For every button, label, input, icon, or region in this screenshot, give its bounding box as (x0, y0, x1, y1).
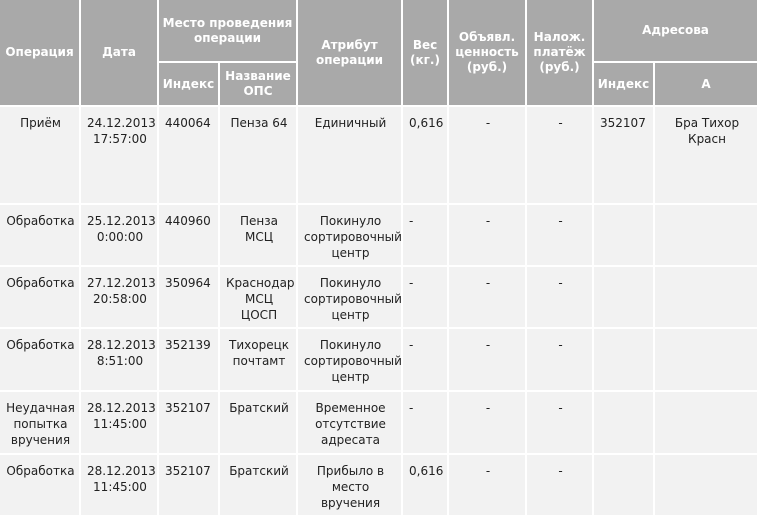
cell-ops-name: Пенза МСЦ (219, 204, 297, 266)
table-row (0, 204, 758, 266)
cell-declared-value: - (448, 391, 526, 454)
cell-date: 28.12.2013 11:45:00 (80, 454, 158, 516)
table-row (0, 328, 758, 391)
cell-index: 350964 (158, 266, 219, 328)
cell-recipient-address (654, 391, 758, 454)
table-row (0, 266, 758, 328)
header-cod: Налож. платёж (руб.) (526, 0, 593, 106)
cell-index: 352139 (158, 328, 219, 391)
cell-index: 352107 (158, 454, 219, 516)
cell-operation: Обработка (0, 266, 80, 328)
cell-cod: - (526, 266, 593, 328)
cell-recipient-index (593, 391, 654, 454)
cell-recipient-index (593, 454, 654, 516)
cell-attribute: Прибыло в место вручения (297, 454, 402, 516)
cell-index: 352107 (158, 391, 219, 454)
header-attribute: Атрибут операции (297, 0, 402, 106)
header-declared-value: Объявл. ценность (руб.) (448, 0, 526, 106)
header-row-top (0, 0, 758, 62)
header-date: Дата (80, 0, 158, 106)
cell-ops-name: Братский (219, 454, 297, 516)
header-index: Индекс (158, 62, 219, 106)
cell-operation: Неудачная попытка вручения (0, 391, 80, 454)
cell-cod: - (526, 328, 593, 391)
cell-attribute: Покинуло сортировочный центр (297, 328, 402, 391)
cell-attribute: Единичный (297, 106, 402, 204)
cell-ops-name: Краснодар МСЦ ЦОСП (219, 266, 297, 328)
cell-declared-value: - (448, 266, 526, 328)
cell-operation: Обработка (0, 204, 80, 266)
cell-operation: Приём (0, 106, 80, 204)
cell-declared-value: - (448, 106, 526, 204)
cell-weight: - (402, 391, 448, 454)
cell-weight: - (402, 204, 448, 266)
cell-recipient-address (654, 328, 758, 391)
cell-cod: - (526, 454, 593, 516)
cell-recipient-address (654, 266, 758, 328)
cell-index: 440064 (158, 106, 219, 204)
cell-date: 27.12.2013 20:58:00 (80, 266, 158, 328)
cell-cod: - (526, 391, 593, 454)
table-row (0, 106, 758, 204)
cell-recipient-address (654, 454, 758, 516)
cell-ops-name: Братский (219, 391, 297, 454)
cell-date: 28.12.2013 8:51:00 (80, 328, 158, 391)
header-ops-name: Название ОПС (219, 62, 297, 106)
header-recipient-address: А (654, 62, 758, 106)
cell-attribute: Временное отсутствие адресата (297, 391, 402, 454)
cell-index: 440960 (158, 204, 219, 266)
cell-date: 28.12.2013 11:45:00 (80, 391, 158, 454)
cell-weight: - (402, 266, 448, 328)
cell-cod: - (526, 204, 593, 266)
cell-attribute: Покинуло сортировочный центр (297, 266, 402, 328)
cell-declared-value: - (448, 328, 526, 391)
cell-recipient-index (593, 328, 654, 391)
cell-declared-value: - (448, 454, 526, 516)
cell-attribute: Покинуло сортировочный центр (297, 204, 402, 266)
cell-cod: - (526, 106, 593, 204)
cell-weight: 0,616 (402, 454, 448, 516)
cell-recipient-index: 352107 (593, 106, 654, 204)
cell-operation: Обработка (0, 454, 80, 516)
cell-declared-value: - (448, 204, 526, 266)
cell-recipient-address (654, 204, 758, 266)
cell-weight: - (402, 328, 448, 391)
cell-operation: Обработка (0, 328, 80, 391)
cell-recipient-index (593, 204, 654, 266)
cell-recipient-index (593, 266, 654, 328)
header-recipient: Адресова (593, 0, 758, 62)
cell-ops-name: Тихорецк почтамт (219, 328, 297, 391)
cell-weight: 0,616 (402, 106, 448, 204)
header-operation: Операция (0, 0, 80, 106)
header-weight: Вес (кг.) (402, 0, 448, 106)
cell-date: 24.12.2013 17:57:00 (80, 106, 158, 204)
cell-recipient-address: Бра Тихор Красн (654, 106, 758, 204)
header-recipient-index: Индекс (593, 62, 654, 106)
cell-ops-name: Пенза 64 (219, 106, 297, 204)
cell-date: 25.12.2013 0:00:00 (80, 204, 158, 266)
table-row (0, 391, 758, 454)
table-row (0, 454, 758, 516)
header-place: Место проведения операции (158, 0, 297, 62)
